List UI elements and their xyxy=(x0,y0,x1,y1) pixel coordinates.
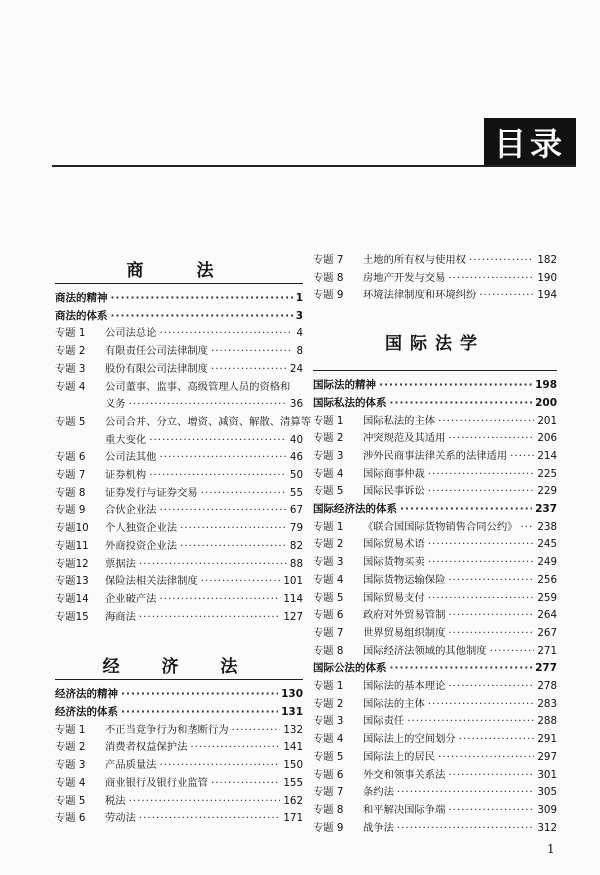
jingjifa-topic-list-continued xyxy=(313,252,557,305)
page-ref: 40 xyxy=(289,433,303,446)
economic-law-topic-list xyxy=(313,519,557,661)
topic-number: 专题 3 xyxy=(313,449,344,462)
topic-number: 专题 4 xyxy=(313,573,344,586)
page-ref: 259 xyxy=(537,591,557,604)
page-ref: 79 xyxy=(289,522,303,535)
topic-number: 专题12 xyxy=(55,557,89,570)
page-ref: 206 xyxy=(537,432,557,445)
dot-leader xyxy=(159,591,280,609)
dot-leader xyxy=(397,784,534,802)
page-ref: 267 xyxy=(537,626,557,639)
topic-number: 专题 6 xyxy=(55,812,86,825)
page-ref: 301 xyxy=(537,768,557,781)
toc-entry xyxy=(55,379,303,397)
page-ref: 198 xyxy=(535,379,557,392)
entry-title: 经济法的体系 xyxy=(55,706,118,719)
topic-number: 专题 3 xyxy=(55,759,86,772)
dot-leader xyxy=(129,793,281,811)
page-ref: 264 xyxy=(537,609,557,622)
topic-number: 专题 7 xyxy=(55,469,86,482)
toc-entry xyxy=(55,810,303,828)
toc-entry xyxy=(313,572,557,590)
toc-main-entry xyxy=(313,377,557,395)
section-rule xyxy=(313,370,557,371)
toc-entry xyxy=(313,270,557,288)
dot-leader xyxy=(479,287,534,305)
topic-number: 专题 9 xyxy=(55,504,86,517)
page-ref: 190 xyxy=(537,271,557,284)
toc-entry xyxy=(313,607,557,625)
entry-title: 环境法律制度和环境纠纷 xyxy=(363,289,477,302)
toc-entry xyxy=(55,591,303,609)
private-law-main-entry xyxy=(313,395,557,413)
topic-number: 专题11 xyxy=(55,539,89,552)
page-ref: 249 xyxy=(537,556,557,569)
dot-leader xyxy=(211,775,280,793)
page-ref: 67 xyxy=(289,504,303,517)
page-ref: 46 xyxy=(289,451,303,464)
page-ref: 150 xyxy=(283,759,303,772)
page-ref: 277 xyxy=(535,662,557,675)
page-ref: 214 xyxy=(537,449,557,462)
entry-title: 国际商事仲裁 xyxy=(363,467,425,480)
entry-title: 商业银行及银行业监管 xyxy=(105,776,208,789)
toc-entry xyxy=(313,749,557,767)
dot-leader xyxy=(232,722,281,740)
entry-title-continued: 义务 xyxy=(105,398,126,411)
page-ref: 309 xyxy=(537,803,557,816)
toc-entry xyxy=(313,784,557,802)
entry-title: 房地产开发与交易 xyxy=(363,271,446,284)
dot-leader xyxy=(520,519,534,537)
topic-number: 专题 7 xyxy=(313,786,344,799)
entry-title: 个人独资企业法 xyxy=(105,522,178,535)
economic-law-main-entry xyxy=(313,501,557,519)
toc-entry xyxy=(313,252,557,270)
page-ref: 127 xyxy=(283,610,303,623)
page-ref: 305 xyxy=(537,786,557,799)
page-ref: 155 xyxy=(283,776,303,789)
toc-main-entry xyxy=(313,660,557,678)
topic-number: 专题 1 xyxy=(313,680,344,693)
page-ref: 288 xyxy=(537,715,557,728)
entry-title: 海商法 xyxy=(105,610,136,623)
entry-title: 涉外民商事法律关系的法律适用 xyxy=(363,449,508,462)
topic-number: 专题 2 xyxy=(55,741,86,754)
page-ref: 131 xyxy=(281,706,303,719)
topic-number: 专题 3 xyxy=(55,362,86,375)
topic-number: 专题 1 xyxy=(55,723,86,736)
topic-number: 专题 7 xyxy=(313,626,344,639)
topic-number: 专题13 xyxy=(55,575,89,588)
toc-entry xyxy=(313,625,557,643)
entry-title: 有限责任公司法律制度 xyxy=(105,345,208,358)
entry-title-continued: 重大变化 xyxy=(105,433,147,446)
topic-number: 专题 3 xyxy=(313,556,344,569)
entry-title: 世界贸易组织制度 xyxy=(363,626,446,639)
page-ref: 291 xyxy=(537,733,557,746)
toc-entry xyxy=(55,520,303,538)
topic-number: 专题 8 xyxy=(313,271,344,284)
dot-leader xyxy=(211,361,287,379)
page-ref: 8 xyxy=(296,345,303,358)
entry-title: 国际法的基本理论 xyxy=(363,680,446,693)
entry-title: 公司合并、分立、增资、减资、解散、清算等 xyxy=(105,415,311,428)
page-ref: 141 xyxy=(283,741,303,754)
toc-entry xyxy=(55,325,303,343)
entry-title: 经济法的精神 xyxy=(55,688,118,701)
toc-entry xyxy=(313,802,557,820)
page-ref: 171 xyxy=(283,812,303,825)
toc-entry xyxy=(313,536,557,554)
topic-number: 专题10 xyxy=(55,522,89,535)
toc-entry xyxy=(313,590,557,608)
dot-leader xyxy=(390,660,533,678)
dot-leader xyxy=(510,448,534,466)
page-ref: 82 xyxy=(289,539,303,552)
dot-leader xyxy=(448,678,534,696)
dot-leader xyxy=(407,713,534,731)
dot-leader xyxy=(428,483,535,501)
toc-entry xyxy=(55,775,303,793)
dot-leader xyxy=(180,520,287,538)
topic-number: 专题 4 xyxy=(313,467,344,480)
topic-number: 专题 1 xyxy=(313,520,344,533)
page-ref: 4 xyxy=(296,327,303,340)
dot-leader xyxy=(180,538,287,556)
entry-title: 国际法上的居民 xyxy=(363,750,436,763)
topic-number: 专题 5 xyxy=(313,591,344,604)
dot-leader xyxy=(428,466,535,484)
private-law-topic-list xyxy=(313,413,557,502)
dot-leader xyxy=(448,625,534,643)
entry-title: 劳动法 xyxy=(105,812,136,825)
topic-number: 专题 8 xyxy=(313,644,344,657)
dot-leader xyxy=(397,820,534,838)
page-ref: 3 xyxy=(295,309,303,322)
entry-title: 消费者权益保护法 xyxy=(105,741,188,754)
public-law-topic-list xyxy=(313,678,557,837)
dot-leader xyxy=(201,573,281,591)
dot-leader xyxy=(400,501,532,519)
dot-leader xyxy=(428,536,535,554)
shangfa-topic-list xyxy=(55,325,311,626)
page-ref: 132 xyxy=(283,723,303,736)
shangfa-main-entries xyxy=(55,290,303,325)
entry-title: 企业破产法 xyxy=(105,592,157,605)
dot-leader xyxy=(159,502,286,520)
page-ref: 36 xyxy=(289,398,303,411)
toc-entry xyxy=(313,696,557,714)
page-ref: 50 xyxy=(289,469,303,482)
page-ref: 229 xyxy=(537,485,557,498)
entry-title: 票据法 xyxy=(105,557,136,570)
topic-number: 专题 1 xyxy=(55,327,86,340)
toc-entry xyxy=(313,448,557,466)
entry-title: 国际货物买卖 xyxy=(363,556,425,569)
topic-number: 专题 4 xyxy=(313,733,344,746)
entry-title: 证券发行与证券交易 xyxy=(105,486,198,499)
toc-entry xyxy=(55,739,303,757)
dot-leader xyxy=(448,767,534,785)
dot-leader xyxy=(390,395,533,413)
dot-leader xyxy=(490,643,535,661)
page-ref: 101 xyxy=(283,575,303,588)
dot-leader xyxy=(428,696,535,714)
toc-entry xyxy=(313,554,557,572)
section-rule xyxy=(55,679,303,680)
entry-title: 国际私法的主体 xyxy=(363,414,436,427)
dot-leader xyxy=(139,810,280,828)
dot-leader xyxy=(121,704,278,722)
topic-number: 专题 5 xyxy=(313,750,344,763)
topic-number: 专题 2 xyxy=(313,432,344,445)
dot-leader xyxy=(149,467,287,485)
dot-leader xyxy=(379,377,532,395)
dot-leader xyxy=(159,449,286,467)
entry-title: 外交和领事关系法 xyxy=(363,768,446,781)
entry-title: 国际民事诉讼 xyxy=(363,485,425,498)
toc-entry-continued xyxy=(55,396,303,414)
page-ref: 55 xyxy=(289,486,303,499)
page-ref: 194 xyxy=(537,289,557,302)
dot-leader xyxy=(469,252,534,270)
dot-leader xyxy=(448,430,534,448)
dot-leader xyxy=(211,343,293,361)
topic-number: 专题15 xyxy=(55,610,89,623)
dot-leader xyxy=(129,396,287,414)
page-ref: 88 xyxy=(289,557,303,570)
toc-entry xyxy=(55,361,303,379)
page-ref: 225 xyxy=(537,467,557,480)
toc-entry xyxy=(55,556,303,574)
topic-number: 专题 2 xyxy=(313,538,344,551)
toc-entry xyxy=(55,502,303,520)
page-ref: 237 xyxy=(535,503,557,516)
toc-entry xyxy=(55,538,303,556)
entry-title: 产品质量法 xyxy=(105,759,157,772)
toc-main-entry xyxy=(55,704,303,722)
toc-entry xyxy=(55,414,311,432)
entry-title: 证券机构 xyxy=(105,469,147,482)
topic-number: 专题 3 xyxy=(313,715,344,728)
topic-number: 专题 5 xyxy=(55,415,86,428)
toc-entry xyxy=(313,519,557,537)
page-ref: 278 xyxy=(537,680,557,693)
entry-title: 商法的体系 xyxy=(55,309,108,322)
entry-title: 税法 xyxy=(105,794,126,807)
page-ref: 271 xyxy=(537,644,557,657)
page-ref: 238 xyxy=(537,520,557,533)
dot-leader xyxy=(111,290,293,308)
right-column xyxy=(313,252,557,837)
dot-leader xyxy=(438,749,534,767)
topic-number: 专题 4 xyxy=(55,776,86,789)
entry-title: 商法的精神 xyxy=(55,292,108,304)
dot-leader xyxy=(149,432,287,450)
page-ref: 256 xyxy=(537,573,557,586)
entry-title: 国际法的精神 xyxy=(313,379,376,392)
topic-number: 专题 9 xyxy=(313,821,344,834)
toc-entry xyxy=(55,573,303,591)
dot-leader xyxy=(111,308,293,326)
dot-leader xyxy=(448,572,534,590)
dot-leader xyxy=(428,590,535,608)
page-number: 1 xyxy=(547,842,555,856)
page-ref: 297 xyxy=(537,750,557,763)
page-ref: 200 xyxy=(535,396,557,409)
toc-entry xyxy=(313,430,557,448)
toc-main-entry xyxy=(313,395,557,413)
toc-entry xyxy=(55,793,303,811)
toc-entry xyxy=(55,485,303,503)
entry-title: 国际货物运输保险 xyxy=(363,573,446,586)
topic-number: 专题 5 xyxy=(313,485,344,498)
topic-number: 专题 6 xyxy=(313,609,344,622)
toc-entry xyxy=(55,449,303,467)
entry-title: 国际经济法的体系 xyxy=(313,503,397,516)
entry-title: 冲突规范及其适用 xyxy=(363,432,446,445)
entry-title: 公司法总论 xyxy=(105,327,157,340)
page-ref: 24 xyxy=(289,362,303,375)
entry-title: 国际经济法领域的其他制度 xyxy=(363,644,487,657)
page-ref: 245 xyxy=(537,538,557,551)
page-ref: 283 xyxy=(537,697,557,710)
topic-number: 专题 7 xyxy=(313,254,344,266)
topic-number: 专题 4 xyxy=(55,380,86,393)
section-rule xyxy=(55,283,303,284)
topic-number: 专题 5 xyxy=(55,794,86,807)
toc-entry xyxy=(55,343,303,361)
dot-leader xyxy=(121,686,278,704)
dot-leader xyxy=(159,325,293,343)
public-law-main-entry xyxy=(313,660,557,678)
entry-title: 不正当竞争行为和垄断行为 xyxy=(105,723,229,736)
dot-leader xyxy=(139,556,287,574)
entry-title: 国际法上的空间划分 xyxy=(363,733,456,746)
toc-entry xyxy=(55,757,303,775)
topic-number: 专题 6 xyxy=(55,451,86,464)
page-title: 目录 xyxy=(484,118,576,166)
toc-entry xyxy=(55,609,303,627)
entry-title: 国际公法的体系 xyxy=(313,662,387,675)
page-ref: 162 xyxy=(283,794,303,807)
entry-title: 国际贸易术语 xyxy=(363,538,425,551)
entry-title: 土地的所有权与使用权 xyxy=(363,254,466,266)
entry-title: 和平解决国际争端 xyxy=(363,803,446,816)
toc-entry xyxy=(313,466,557,484)
topic-number: 专题 1 xyxy=(313,414,344,427)
dot-leader xyxy=(428,554,535,572)
entry-title: 国际法的主体 xyxy=(363,697,425,710)
toc-entry xyxy=(313,643,557,661)
page-ref: 312 xyxy=(537,821,557,834)
toc-entry xyxy=(313,483,557,501)
jingjifa-main-entries xyxy=(55,686,303,721)
dot-leader xyxy=(139,609,280,627)
section-title-shangfa: 商 法 xyxy=(126,261,232,281)
toc-entry xyxy=(313,413,557,431)
topic-number: 专题 2 xyxy=(313,697,344,710)
toc-main-entry xyxy=(55,290,303,308)
toc-entry xyxy=(313,678,557,696)
dot-leader xyxy=(190,739,280,757)
entry-title: 外商投资企业法 xyxy=(105,539,178,552)
topic-number: 专题 6 xyxy=(313,768,344,781)
topic-number: 专题 8 xyxy=(55,486,86,499)
toc-main-entry xyxy=(55,308,303,326)
page-ref: 114 xyxy=(283,592,303,605)
topic-number: 专题 8 xyxy=(313,803,344,816)
jingjifa-topic-list xyxy=(55,722,303,828)
toc-entry xyxy=(55,467,303,485)
dot-leader xyxy=(438,413,534,431)
toc-entry xyxy=(313,287,557,305)
toc-entry xyxy=(55,722,303,740)
topic-number: 专题 9 xyxy=(313,289,344,302)
entry-title: 国际贸易支付 xyxy=(363,591,425,604)
section-title-guojifa: 国际法学 xyxy=(385,334,485,355)
guojifa-spirit-entry xyxy=(313,377,557,395)
entry-title: 国际责任 xyxy=(363,715,405,728)
dot-leader xyxy=(201,485,287,503)
toc-main-entry xyxy=(313,501,557,519)
section-title-jingjifa: 经 济 法 xyxy=(102,657,256,678)
entry-title: 战争法 xyxy=(363,821,394,834)
toc-main-entry xyxy=(55,686,303,704)
page-ref: 182 xyxy=(537,254,557,266)
toc-entry xyxy=(313,767,557,785)
entry-title: 公司董事、监事、高级管理人员的资格和 xyxy=(105,380,291,393)
topic-number: 专题 2 xyxy=(55,345,86,358)
toc-entry xyxy=(313,820,557,838)
left-column xyxy=(55,252,311,828)
dot-leader xyxy=(448,270,534,288)
entry-title: 条约法 xyxy=(363,786,394,799)
toc-entry-continued xyxy=(55,432,303,450)
entry-title: 《联合国国际货物销售合同公约》 xyxy=(363,520,518,533)
dot-leader xyxy=(448,607,534,625)
entry-title: 合伙企业法 xyxy=(105,504,157,517)
entry-title: 政府对外贸易管制 xyxy=(363,609,446,622)
dot-leader xyxy=(159,757,280,775)
entry-title: 国际私法的体系 xyxy=(313,396,387,409)
page-ref: 201 xyxy=(537,414,557,427)
dot-leader xyxy=(448,802,534,820)
toc-entry xyxy=(313,713,557,731)
page-ref: 1 xyxy=(295,292,303,304)
title-rule xyxy=(52,165,576,167)
entry-title: 股份有限公司法律制度 xyxy=(105,362,208,375)
entry-title: 公司法其他 xyxy=(105,451,157,464)
dot-leader xyxy=(459,731,535,749)
topic-number: 专题14 xyxy=(55,592,89,605)
toc-entry xyxy=(313,731,557,749)
entry-title: 保险法相关法律制度 xyxy=(105,575,198,588)
page-ref: 130 xyxy=(281,688,303,701)
